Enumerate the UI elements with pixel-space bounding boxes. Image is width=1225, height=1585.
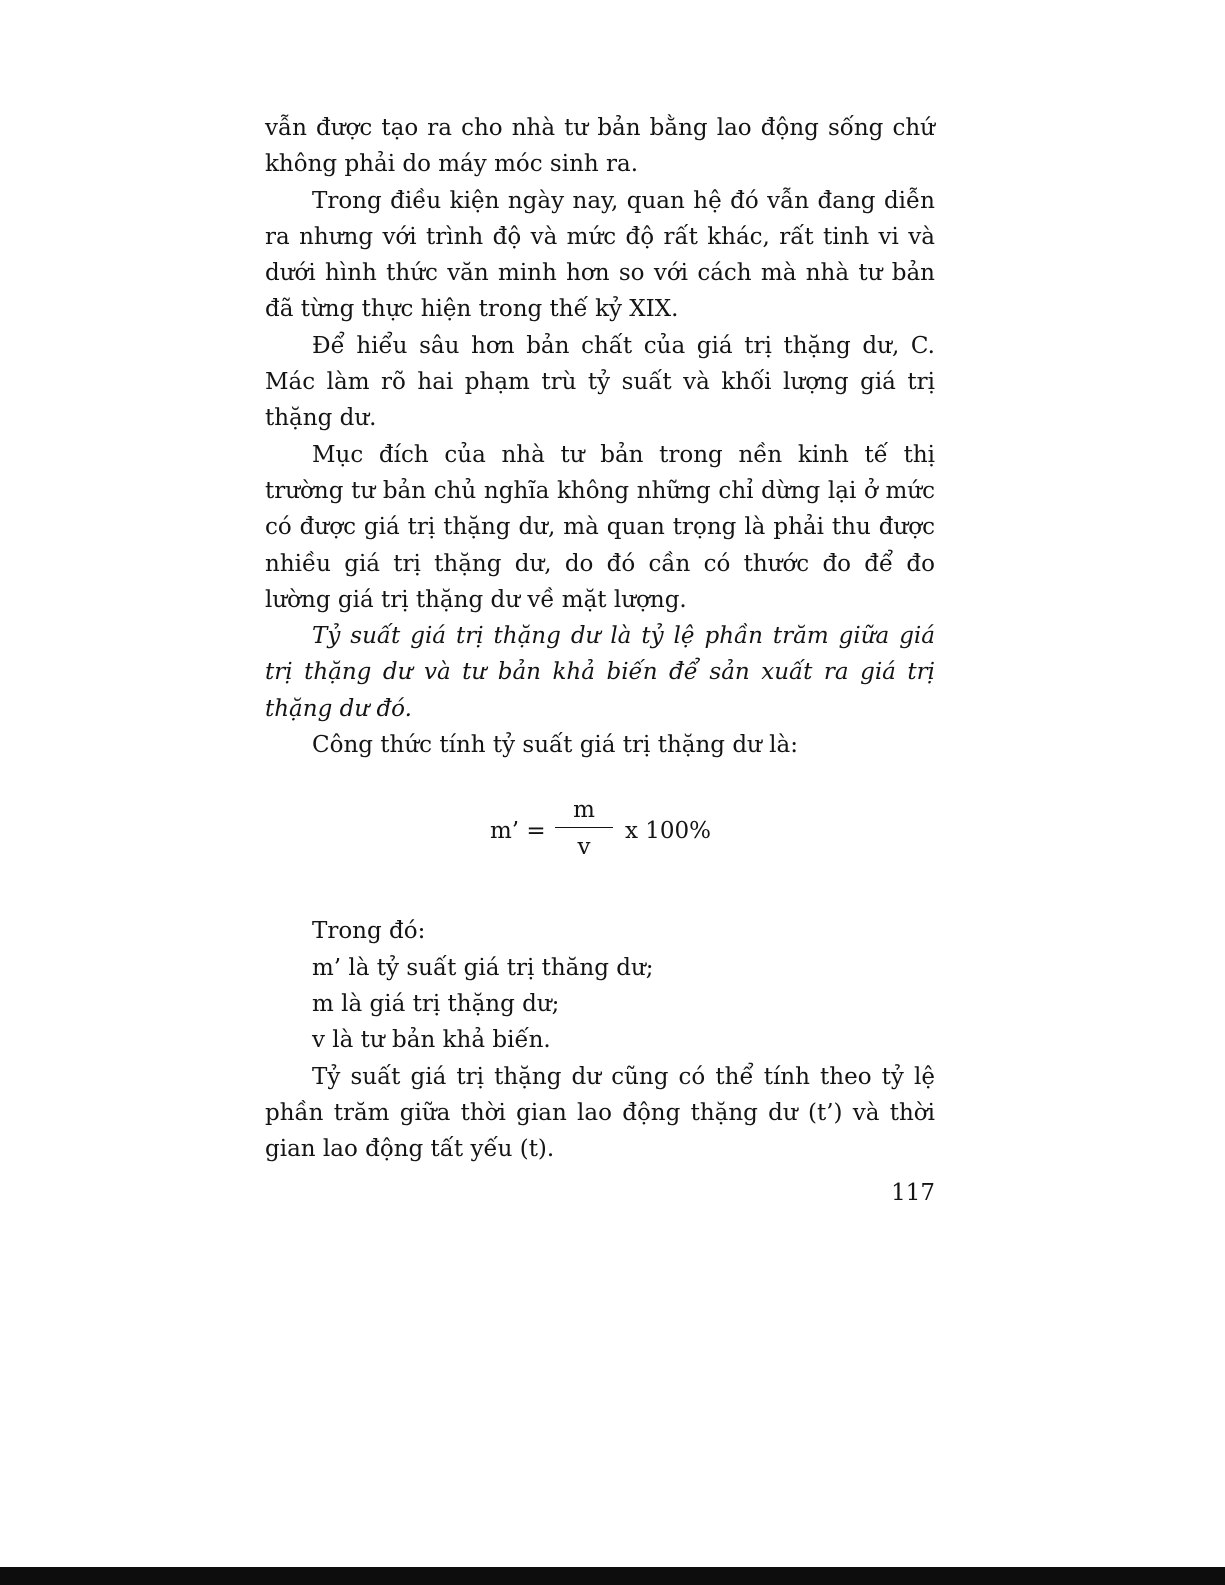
- definition-item: m là giá trị thặng dư;: [312, 990, 560, 1017]
- formula-rhs: x 100%: [625, 818, 712, 845]
- fraction-bar: [555, 827, 613, 828]
- variable-definitions: [265, 913, 935, 1058]
- paragraph-7: Tỷ suất giá trị thặng dư cũng có thể tính theo tỷ lệ phần trăm giữa thời gian lao động thặng dư (t’) và thời gian lao động tất yếu (t).: [265, 1063, 935, 1163]
- page-body-text: [265, 110, 935, 1167]
- scan-bottom-edge: [0, 1567, 1225, 1585]
- formula-numerator: m: [573, 797, 595, 824]
- paragraph-2: Trong điều kiện ngày nay, quan hệ đó vẫn đang diễn ra nhưng với trình độ và mức độ rất khác, rất tinh vi và dưới hình thức văn minh hơn so với cách mà nhà tư bản đã từng thực hiện trong thế kỷ XIX.: [265, 187, 935, 323]
- paragraph-1: vẫn được tạo ra cho nhà tư bản bằng lao động sống chứ không phải do máy móc sinh ra.: [265, 115, 935, 178]
- formula-lhs: m’ =: [490, 818, 546, 845]
- formula-fraction: [555, 795, 613, 862]
- definition-paragraph: Tỷ suất giá trị thặng dư là tỷ lệ phần trăm giữa giá trị thặng dư và tư bản khả biến để sản xuất ra giá trị thặng dư đó.: [265, 623, 935, 722]
- paragraph-4: Mục đích của nhà tư bản trong nền kinh tế thị trường tư bản chủ nghĩa không những chỉ dừng lại ở mức có được giá trị thặng dư, mà quan trọng là phải thu được nhiều giá trị thặng dư, do đó cần có thước đo để đo lường giá trị thặng dư về mặt lượng.: [265, 441, 935, 613]
- definition-item: m’ là tỷ suất giá trị thăng dư;: [312, 954, 654, 981]
- formula-intro: Công thức tính tỷ suất giá trị thặng dư là:: [312, 732, 798, 759]
- paragraph-3: Để hiểu sâu hơn bản chất của giá trị thặng dư, C. Mác làm rõ hai phạm trù tỷ suất và khối lượng giá trị thặng dư.: [265, 332, 935, 432]
- definitions-intro: Trong đó:: [312, 918, 426, 945]
- surplus-value-rate-formula: [265, 763, 935, 913]
- formula-denominator: v: [577, 834, 591, 861]
- page-number: 117: [891, 1180, 935, 1206]
- definition-item: v là tư bản khả biến.: [312, 1027, 551, 1054]
